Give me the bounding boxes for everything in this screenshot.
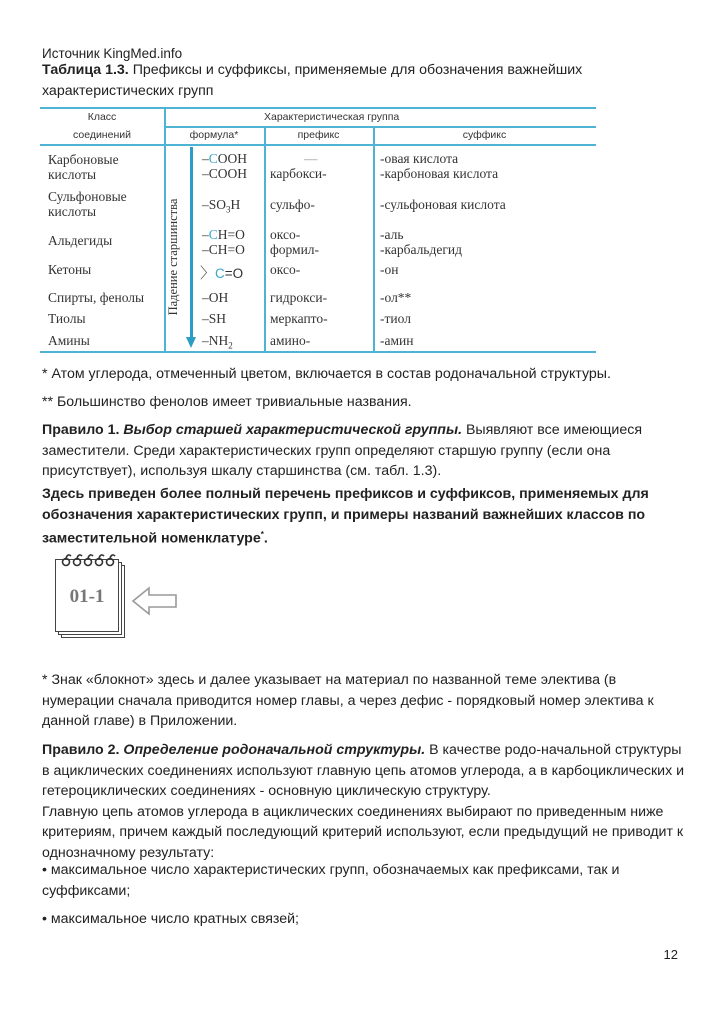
page-number: 12 xyxy=(663,947,678,962)
seniority-label: Падение старшинства xyxy=(166,198,180,316)
table-col-divider-3 xyxy=(373,126,375,353)
class-alcohols: Спирты, фенолы xyxy=(48,290,145,305)
prefix-suffix-table xyxy=(40,107,596,354)
suffix-thiol: -тиол xyxy=(380,311,411,326)
formula-so3h: $-SO_3H$ xyxy=(202,197,241,215)
seniority-arrow-shaft xyxy=(190,147,193,342)
table-top-rule xyxy=(40,107,596,109)
table-col-divider-2 xyxy=(264,126,266,353)
header-suffix: суффикс xyxy=(462,129,507,141)
prefix-formyl: формил- xyxy=(270,242,320,257)
rule-1 xyxy=(42,420,687,482)
header-class-line1: Класс xyxy=(87,111,117,123)
header-group: Характеристическая группа xyxy=(264,111,400,123)
class-amines: Амины xyxy=(48,333,90,348)
header-prefix: префикс xyxy=(297,129,340,141)
table-caption-text: Префиксы и суффиксы, применяемые для обозначения важнейших характеристических групп xyxy=(42,62,583,99)
prefix-amino: амино- xyxy=(270,333,311,348)
footnote-colored-atom: * Атом углерода, отмеченный цветом, включается в состав родоначальной структуры. xyxy=(42,366,611,382)
suffix-amine: -амин xyxy=(380,333,414,348)
header-formula: формула* xyxy=(189,129,239,141)
suffix-oic-acid: -овая кислота xyxy=(380,151,459,166)
notebook-label: 01-1 xyxy=(69,586,105,607)
formula-oh: –OH xyxy=(202,290,229,305)
formula-ketone: 〉C=O xyxy=(200,265,244,282)
suffix-ol: -ол** xyxy=(380,290,412,305)
class-thiols: Тиолы xyxy=(48,311,86,326)
source-line: Источник KingMed.info xyxy=(42,46,183,61)
prefix-none: — xyxy=(304,151,318,166)
header-class-line2: соединений xyxy=(73,129,131,141)
rule-2-text: В качестве родо-начальной структуры в ациклических соединениях используют главную цепь атомов углерода, а в карбоциклических и гетероциклических соединениях - основную циклическую структуру. xyxy=(42,742,685,799)
rule-2 xyxy=(42,740,687,863)
prefix-mercapto: меркапто- xyxy=(270,311,328,326)
class-ketones: Кетоны xyxy=(48,262,92,277)
prefix-sulfo: сульфо- xyxy=(270,197,315,212)
suffix-carbaldehyde: -карбальдегид xyxy=(380,242,462,257)
formula-nh2: $-NH_2$ xyxy=(202,333,233,351)
suffix-al: -аль xyxy=(380,227,404,242)
bullet-item-1: • максимальное число характеристических групп, обозначаемых как префиксами, так и суффиксами; xyxy=(42,862,620,899)
table-bottom-rule xyxy=(40,351,596,353)
class-aldehydes: Альдегиды xyxy=(48,233,113,248)
table-header-rule xyxy=(40,144,596,146)
rule-1-label: Правило 1. xyxy=(42,422,120,438)
suffix-sulfonic-acid: -сульфоновая кислота xyxy=(380,197,506,212)
bullet-item-2: • максимальное число кратных связей; xyxy=(42,911,299,927)
prefix-hydroxy: гидрокси- xyxy=(270,290,328,305)
rule-2-label: Правило 2. xyxy=(42,742,120,758)
table-caption-label: Таблица 1.3. xyxy=(42,62,129,78)
class-sulfonic: Сульфоновые кислоты xyxy=(48,189,127,219)
prefix-carboxy: карбокси- xyxy=(270,166,327,181)
bold-note: Здесь приведен более полный перечень префиксов и суффиксов, применяемых для обозначения характеристических групп, и примеры названий важнейших классов по заместительной номенклатуре*. xyxy=(42,486,649,547)
arrow-left-icon xyxy=(131,586,179,616)
footnote-phenols: ** Большинство фенолов имеет тривиальные названия. xyxy=(42,394,412,410)
formula-sh: –SH xyxy=(202,311,227,326)
rule-2-title: Определение родоначальной структуры. xyxy=(119,742,426,758)
formula-cho-accent: –CH=O xyxy=(202,227,245,242)
table-group-rule xyxy=(164,126,596,128)
rule-1-text: Выявляют все имеющиеся заместители. Среди характеристических групп определяют старшую группу (если она присутствует), используя шкалу старшинства (см. табл. 1.3). xyxy=(42,422,643,479)
prefix-oxo-ketone: оксо- xyxy=(270,262,301,277)
prefix-oxo-aldehyde: оксо- xyxy=(270,227,301,242)
formula-cooh: –COOH xyxy=(202,166,248,181)
seniority-arrow-down-icon xyxy=(186,337,196,348)
formula-cho: –CH=O xyxy=(202,242,245,257)
suffix-one: -он xyxy=(380,262,399,277)
rule-1-title: Выбор старшей характеристической группы. xyxy=(119,422,463,438)
formula-cooh-accent: –COOH xyxy=(202,151,248,166)
table-caption xyxy=(42,60,687,101)
notebook-rings-icon xyxy=(61,552,117,568)
class-carboxylic: Карбоновые кислоты xyxy=(48,152,119,182)
rule-2-text2: Главную цепь атомов углерода в ациклических соединениях выбирают по приведенным ниже критериям, причем каждый последующий критерий используют, если предыдущий не приводит к однозначному результату: xyxy=(42,803,684,861)
notebook-icon xyxy=(55,558,130,638)
notebook-footnote: * Знак «блокнот» здесь и далее указывает на материал по названной теме электива (в нумерации сначала приводится номер главы, а через дефис - порядковый номер электива к данной главе) в Приложении. xyxy=(42,672,654,729)
suffix-carboxylic-acid: -карбоновая кислота xyxy=(380,166,499,181)
